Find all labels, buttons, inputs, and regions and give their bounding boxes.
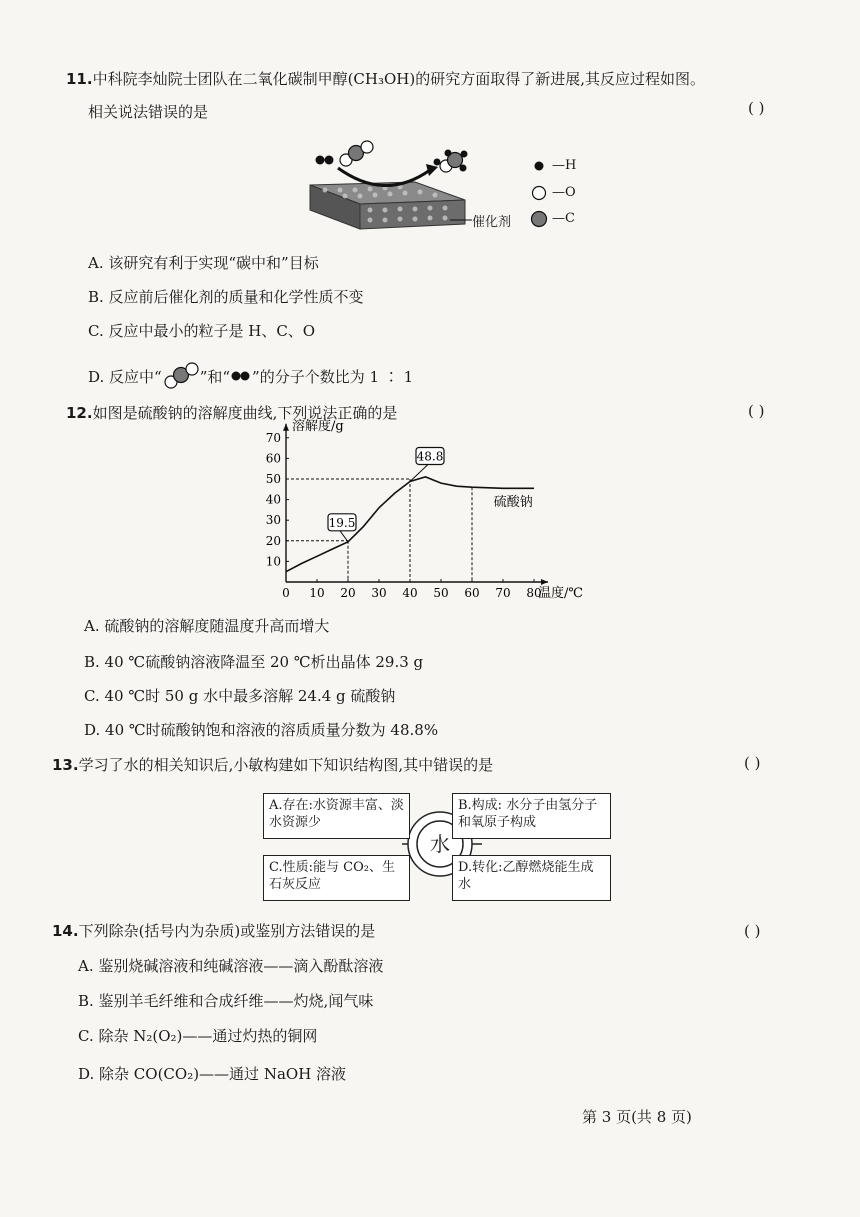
series-label-na2so4: 硫酸钠 bbox=[493, 494, 533, 510]
x-axis-arrow bbox=[541, 579, 548, 585]
q12-stem: 12.如图是硫酸钠的溶解度曲线,下列说法正确的是 bbox=[66, 404, 398, 422]
q11-option-b: B. 反应前后催化剂的质量和化学性质不变 bbox=[88, 288, 364, 306]
x-tick-label: 40 bbox=[402, 586, 418, 600]
h-atom bbox=[461, 151, 468, 158]
q11-answer-paren: ( ) bbox=[748, 99, 765, 117]
legend-o-label: —O bbox=[552, 185, 576, 200]
q11-option-c: C. 反应中最小的粒子是 H、C、O bbox=[88, 322, 316, 340]
q11-legend-symbols bbox=[530, 158, 550, 228]
q14-option-c: C. 除杂 N₂(O₂)——通过灼热的铜网 bbox=[78, 1027, 318, 1045]
arrow-head bbox=[426, 164, 438, 176]
catalyst-label: 催化剂 bbox=[472, 215, 512, 230]
h-atom bbox=[445, 150, 452, 157]
q11-stem-line2: 相关说法错误的是 bbox=[88, 103, 209, 121]
q12-answer-paren: ( ) bbox=[748, 402, 765, 420]
legend-h-dot bbox=[535, 162, 544, 171]
x-tick-label: 80 bbox=[526, 586, 542, 600]
x-tick-label: 50 bbox=[433, 586, 449, 600]
y-axis-label: 溶解度/g bbox=[292, 418, 344, 434]
q13-stem: 13.学习了水的相关知识后,小敏构建如下知识结构图,其中错误的是 bbox=[52, 756, 494, 774]
chart-annotations bbox=[328, 447, 444, 541]
q14-option-d: D. 除杂 CO(CO₂)——通过 NaOH 溶液 bbox=[78, 1065, 347, 1083]
h-atom bbox=[434, 159, 441, 166]
y-tick-label: 20 bbox=[265, 533, 281, 548]
h-atom bbox=[325, 156, 334, 165]
q13-box-a: A.存在:水资源丰富、淡水资源少 bbox=[263, 793, 410, 839]
legend-h-label: —H bbox=[552, 158, 577, 173]
y-tick-label: 10 bbox=[265, 554, 281, 569]
q11-option-d: D. 反应中“ ”和“ ”的分子个数比为 1 ∶ 1 bbox=[88, 362, 413, 390]
x-tick-label: 60 bbox=[464, 586, 480, 600]
h-atom bbox=[316, 156, 325, 165]
y-tick-label: 40 bbox=[265, 492, 281, 507]
x-tick-label: 20 bbox=[340, 586, 356, 600]
annotation-label: 48.8 bbox=[416, 449, 444, 464]
solubility-chart bbox=[250, 418, 610, 614]
y-tick-label: 70 bbox=[265, 430, 281, 445]
x-tick-label: 10 bbox=[309, 586, 325, 600]
q12-option-d: D. 40 ℃时硫酸钠饱和溶液的溶质质量分数为 48.8% bbox=[84, 721, 439, 739]
q13-box-c: C.性质:能与 CO₂、生石灰反应 bbox=[263, 855, 410, 901]
chart-guides bbox=[286, 479, 472, 582]
q12-option-a: A. 硫酸钠的溶解度随温度升高而增大 bbox=[84, 617, 330, 635]
q12-option-b: B. 40 ℃硫酸钠溶液降温至 20 ℃析出晶体 29.3 g bbox=[84, 653, 424, 671]
q11-option-a: A. 该研究有利于实现“碳中和”目标 bbox=[88, 254, 319, 272]
q14-answer-paren: ( ) bbox=[744, 922, 761, 940]
q13-answer-paren: ( ) bbox=[744, 754, 761, 772]
q11-stem-line1: 11.中科院李灿院士团队在二氧化碳制甲醇(CH₃OH)的研究方面取得了新进展,其反应过程如图。 bbox=[66, 70, 706, 88]
x-tick-label: 0 bbox=[282, 586, 290, 600]
co2-molecule-icon bbox=[162, 362, 200, 390]
y-tick-label: 50 bbox=[265, 472, 281, 486]
o-atom bbox=[361, 141, 373, 153]
q14-option-b: B. 鉴别羊毛纤维和合成纤维——灼烧,闻气味 bbox=[78, 992, 374, 1010]
chart-ticks bbox=[266, 431, 542, 600]
y-tick-label: 60 bbox=[265, 451, 281, 466]
annotation-label: 19.5 bbox=[328, 515, 356, 530]
x-tick-label: 70 bbox=[495, 586, 511, 600]
x-tick-label: 30 bbox=[371, 586, 387, 600]
y-tick-label: 30 bbox=[265, 513, 281, 528]
h-atom bbox=[460, 165, 467, 172]
annotation-pointer bbox=[340, 531, 348, 542]
q14-option-a: A. 鉴别烧碱溶液和纯碱溶液——滴入酚酞溶液 bbox=[78, 957, 384, 975]
q12-option-c: C. 40 ℃时 50 g 水中最多溶解 24.4 g 硫酸钠 bbox=[84, 687, 396, 705]
legend-c-circle bbox=[532, 212, 547, 227]
y-axis-arrow bbox=[283, 424, 289, 431]
legend-c-label: —C bbox=[552, 211, 575, 226]
legend-o-circle bbox=[533, 187, 546, 200]
catalyst-slab bbox=[310, 182, 465, 229]
x-axis-label: 温度/℃ bbox=[538, 586, 583, 601]
q13-box-d: D.转化:乙醇燃烧能生成水 bbox=[452, 855, 611, 901]
page-footer: 第 3 页(共 8 页) bbox=[582, 1108, 692, 1126]
h2-molecule-icon bbox=[230, 369, 252, 383]
q14-stem: 14.下列除杂(括号内为杂质)或鉴别方法错误的是 bbox=[52, 922, 376, 940]
q13-box-b: B.构成: 水分子由氢分子和氧原子构成 bbox=[452, 793, 611, 839]
water-center-label: 水 bbox=[430, 832, 450, 856]
